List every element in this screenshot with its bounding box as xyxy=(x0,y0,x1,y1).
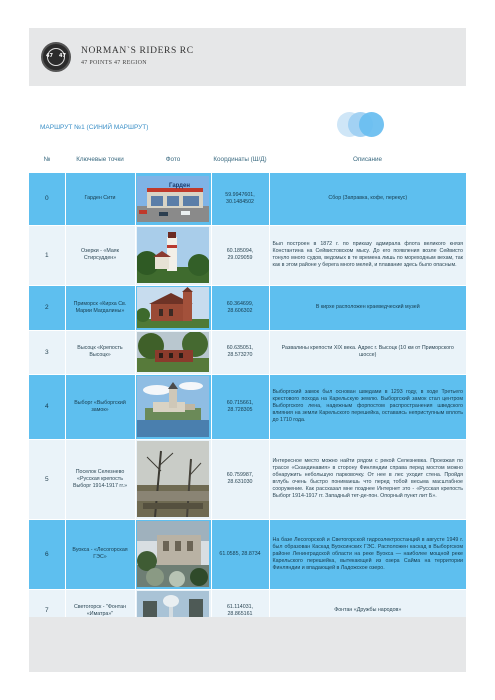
decorative-circles xyxy=(337,112,387,138)
table-row xyxy=(29,330,466,374)
photo-hydro-plant xyxy=(137,521,209,587)
table-row xyxy=(29,519,466,589)
row-number: 4 xyxy=(29,374,65,439)
logo-number-left: 47 xyxy=(46,53,53,59)
photo-sign-text: Гарден xyxy=(169,182,190,189)
photo-fortress-ruins xyxy=(137,332,209,372)
row-point: Озерки - «Маяк Стирсудден» xyxy=(65,225,135,285)
row-coordinates: 61.0585, 28.8734 xyxy=(211,519,269,589)
header-panel xyxy=(29,28,466,86)
row-description: Развалины крепости XIX века. Адрес г. Высоцк (10 км от Приморского шоссе) xyxy=(269,330,466,374)
brand-subtitle: 47 POINTS 47 REGION xyxy=(81,60,147,66)
table-row xyxy=(29,225,466,285)
table-row xyxy=(29,285,466,330)
row-number: 7 xyxy=(29,589,65,632)
row-coordinates: 61.114031, 28.865161 xyxy=(211,589,269,632)
table-row xyxy=(29,439,466,519)
row-number: 3 xyxy=(29,330,65,374)
header-coordinates: Координаты (Ш/Д) xyxy=(213,156,267,163)
row-photo xyxy=(135,173,211,225)
table-row xyxy=(29,173,466,225)
row-number: 2 xyxy=(29,285,65,330)
row-point: Светогорск - "Фонтан «Иматра»" xyxy=(65,589,135,632)
photo-church xyxy=(137,287,209,328)
route-table xyxy=(29,146,466,633)
footer-panel xyxy=(29,617,466,672)
row-coordinates: 60.715661, 28.728305 xyxy=(211,374,269,439)
row-description: Сбор (Заправка, кофе, перекус) xyxy=(269,173,466,225)
row-photo xyxy=(135,374,211,439)
row-photo xyxy=(135,330,211,374)
row-coordinates: 59.9947601, 30.1484502 xyxy=(211,173,269,225)
row-description: В кирхе расположен краеведческий музей xyxy=(269,285,466,330)
row-point: Вуокса - «Лесогорская ГЭС» xyxy=(65,519,135,589)
row-description: На базе Лесогорской и Светогорской гидроэлектростанций в августе 1949 г. был образован Каскад Вуоксинских ГЭС. Расположен каскад в Выборгском районе Ленинградской области на реке Вуокса — наиболее мощной реке Карельского перешейка, вытекающей из озера Сайма на территории Финляндии и впадающей в Ладожское озеро. xyxy=(269,519,466,589)
row-point: Высоцк «Крепость Высоцк» xyxy=(65,330,135,374)
brand-title: NORMAN`S RIDERS RC xyxy=(81,46,194,56)
header-key-points: Ключевые точки xyxy=(76,156,124,163)
row-coordinates: 60.185094, 29.029059 xyxy=(211,225,269,285)
circle-dark xyxy=(359,112,384,137)
row-point: Поселок Селезнево «Русская крепость Выборг 1914-1917 гг.» xyxy=(65,439,135,519)
row-coordinates: 60.759987, 28.631030 xyxy=(211,439,269,519)
row-number: 6 xyxy=(29,519,65,589)
row-description: Фонтан «Дружбы народов» xyxy=(269,589,466,632)
row-coordinates: 60.635051, 28.573270 xyxy=(211,330,269,374)
logo-number-right: 47 xyxy=(59,53,66,59)
row-description: Был построен в 1872 г. по приказу адмирала флота великого князя Константина на Сейвистовском мысу. До его появления возле Сейвисто тонуло много судов, ведомых в те времена лишь по мореходным вехам, так как в этом районе у берега много мелей, и плавание здесь было опасным. xyxy=(269,225,466,285)
photo-fortress-wall xyxy=(137,441,209,517)
header-photo: Фото xyxy=(165,156,181,163)
photo-garden-city xyxy=(137,176,209,222)
row-photo xyxy=(135,225,211,285)
row-photo xyxy=(135,519,211,589)
row-point: Приморск «Кирха Св. Марии Магдалины» xyxy=(65,285,135,330)
route-title: МАРШРУТ №1 (СИНИЙ МАРШРУТ) xyxy=(40,124,149,131)
header-number: № xyxy=(43,156,51,163)
row-point: Гарден Сити xyxy=(65,173,135,225)
club-logo xyxy=(41,42,71,72)
row-number: 5 xyxy=(29,439,65,519)
row-number: 0 xyxy=(29,173,65,225)
row-coordinates: 60.364699, 28.606302 xyxy=(211,285,269,330)
row-description: Выборгский замок был основан шведами в 1293 году, в ходе Третьего крестового похода на Карельскую землю. Выборгский замок стал центром Выборгского лена, надежным форпостом распространения шведского влияния на земли Карельского перешейка, оставаясь неприступным вплоть до 1710 года. xyxy=(269,374,466,439)
row-number: 1 xyxy=(29,225,65,285)
row-description: Интересное место можно найти рядом с рекой Селезневка. Проезжая по трассе «Скандинавия» в сторону Финляндии справа перед мостом можно обнаружить небольшую парковочку. От нее в лес уходит стена. Пройдя вглубь очень быстро понимаешь что перед тобой весьма масштабное сооружение. Как рассказал мне позднее Интернет это - «Русская крепость Выборг 1914-1917 гг. Западный тет-де-пон. Опорный пункт лит Б». xyxy=(269,439,466,519)
photo-lighthouse xyxy=(137,227,209,283)
table-row xyxy=(29,374,466,439)
row-photo xyxy=(135,285,211,330)
header-description: Описание xyxy=(353,156,382,163)
photo-vyborg-castle xyxy=(137,376,209,437)
table-header-row xyxy=(29,146,466,173)
row-point: Выборг «Выборгский замок» xyxy=(65,374,135,439)
row-photo xyxy=(135,439,211,519)
